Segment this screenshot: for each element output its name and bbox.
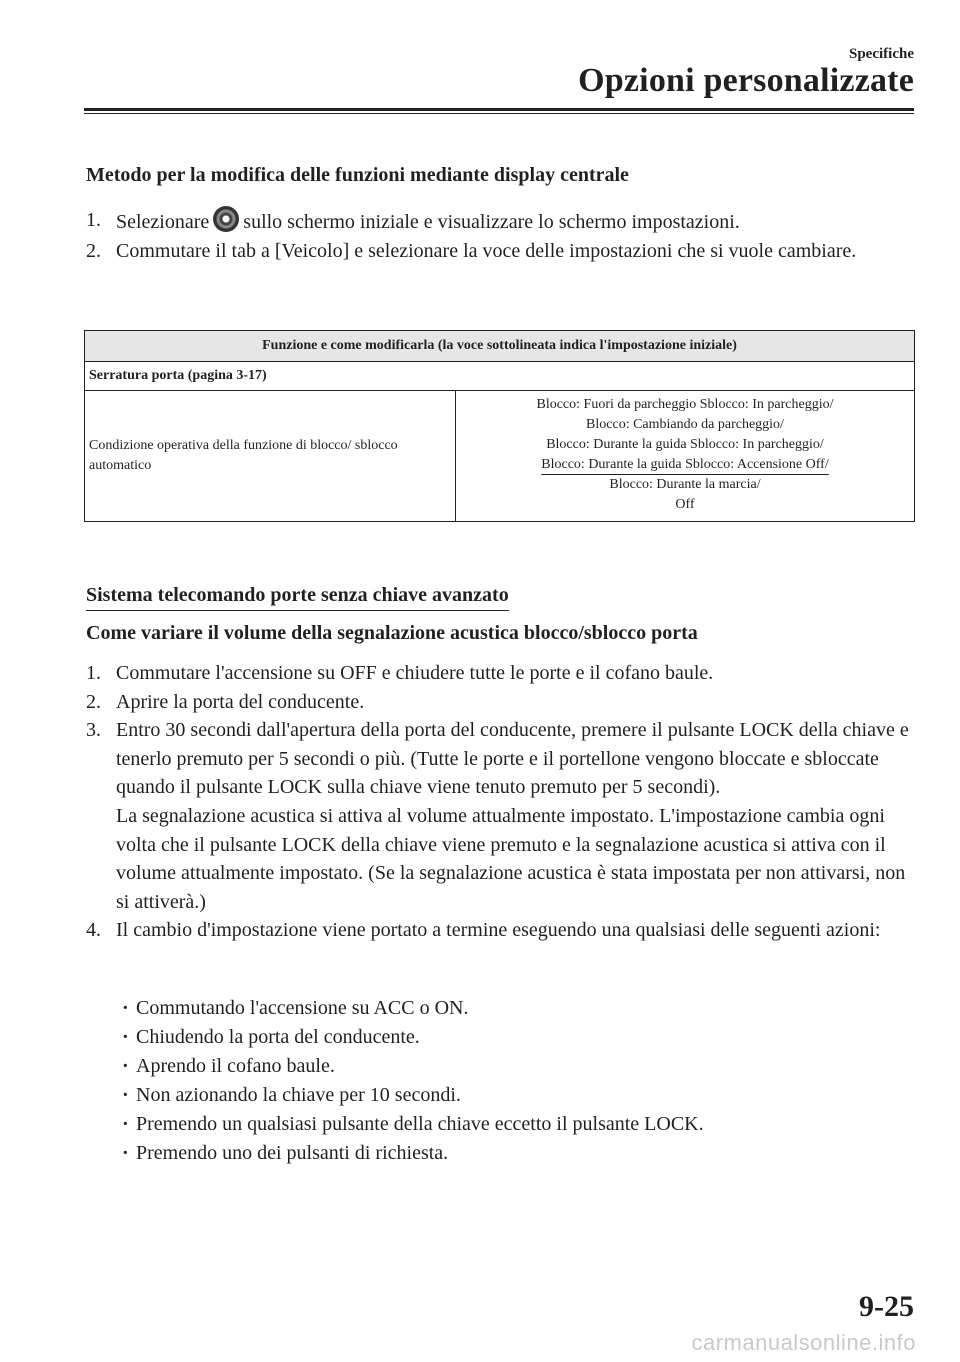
- keyless-step-2: [86, 688, 916, 717]
- step-text-after: sullo schermo iniziale e visualizzare lo schermo impostazioni.: [243, 211, 740, 233]
- method-step-1: [86, 206, 916, 237]
- method-steps: [86, 206, 916, 265]
- step-text: Aprire la porta del conducente.: [116, 690, 365, 713]
- settings-table: [84, 330, 915, 522]
- option-item: Blocco: Durante la marcia/: [609, 477, 761, 492]
- step-text: Commutare il tab a [Veicolo] e selezionare la voce delle impostazioni che si vuole cambiare.: [116, 239, 857, 262]
- table-header: Funzione e come modificarla (la voce sottolineata indica l'impostazione iniziale): [85, 331, 915, 362]
- option-item: Blocco: Fuori da parcheggio Sblocco: In parcheggio/: [536, 397, 834, 412]
- table-row: [85, 391, 915, 522]
- keyless-heading: Come variare il volume della segnalazione acustica blocco/sblocco porta: [86, 622, 698, 644]
- watermark[interactable]: carmanualsonline.info: [691, 1330, 916, 1355]
- page-number: 9-25: [859, 1290, 914, 1323]
- method-heading: Metodo per la modifica delle funzioni mediante display centrale: [86, 164, 629, 186]
- keyless-step-1: [86, 659, 916, 688]
- keyless-step-4: [86, 916, 916, 945]
- step-text: Il cambio d'impostazione viene portato a termine eseguendo una qualsiasi delle seguenti azioni:: [116, 919, 881, 942]
- list-item: · Premendo un qualsiasi pulsante della chiave eccetto il pulsante LOCK.: [120, 1110, 704, 1139]
- step-number: 1.: [86, 209, 101, 231]
- method-step-2: [86, 237, 916, 266]
- option-item: Off: [675, 497, 695, 512]
- keyless-subtitle: Sistema telecomando porte senza chiave avanzato: [86, 584, 509, 611]
- step-number: 2.: [86, 690, 101, 713]
- list-item: · Aprendo il cofano baule.: [120, 1052, 704, 1081]
- header-rule-thin: [84, 113, 914, 114]
- header-rule: [84, 108, 914, 111]
- keyless-steps: [86, 659, 916, 945]
- step-number: 2.: [86, 239, 101, 262]
- keyless-step-3: [86, 716, 916, 916]
- step-text: Entro 30 secondi dall'apertura della porta del conducente, premere il pulsante LOCK della chiave e tenerlo premuto per 5 secondi o più. (Tutte le porte e il portellone vengono bloccate e sbloccate quando il pulsante LOCK sulla chiave viene tenuto premuto per 5 secondi).: [116, 719, 909, 799]
- section-label: Specifiche: [849, 46, 914, 62]
- options-cell: [456, 391, 915, 522]
- option-item: Blocco: Durante la guida Sblocco: In parcheggio/: [546, 437, 824, 452]
- list-item: · Commutando l'accensione su ACC o ON.: [120, 994, 704, 1023]
- function-cell: Condizione operativa della funzione di blocco/ sblocco automatico: [85, 391, 456, 522]
- page-title: Opzioni personalizzate: [578, 62, 914, 99]
- step-number: 3.: [86, 719, 101, 742]
- step-note: La segnalazione acustica si attiva al volume attualmente impostato. L'impostazione cambia ogni volta che il pulsante LOCK della chiave viene premuto e la segnalazione acustica si attiva con il volume attualmente impostato. (Se la segnalazione acustica è stata impostata per non attivarsi, non si attiverà.): [116, 804, 906, 913]
- option-item: Blocco: Cambiando da parcheggio/: [586, 417, 784, 432]
- settings-gear-icon: [213, 206, 239, 232]
- list-item: · Non azionando la chiave per 10 secondi.: [120, 1081, 704, 1110]
- table-group-row: Serratura porta (pagina 3-17): [85, 362, 915, 391]
- step-number: 4.: [86, 919, 101, 942]
- list-item: · Chiudendo la porta del conducente.: [120, 1023, 704, 1052]
- step-text: Commutare l'accensione su OFF e chiudere tutte le porte e il cofano baule.: [116, 662, 714, 684]
- option-item-default: Blocco: Durante la guida Sblocco: Accensione Off/: [541, 457, 829, 472]
- step-text-before: Selezionare: [116, 211, 210, 233]
- completion-actions-list: [120, 994, 704, 1168]
- list-item: · Premendo uno dei pulsanti di richiesta.: [120, 1139, 704, 1168]
- step-number: 1.: [86, 662, 101, 684]
